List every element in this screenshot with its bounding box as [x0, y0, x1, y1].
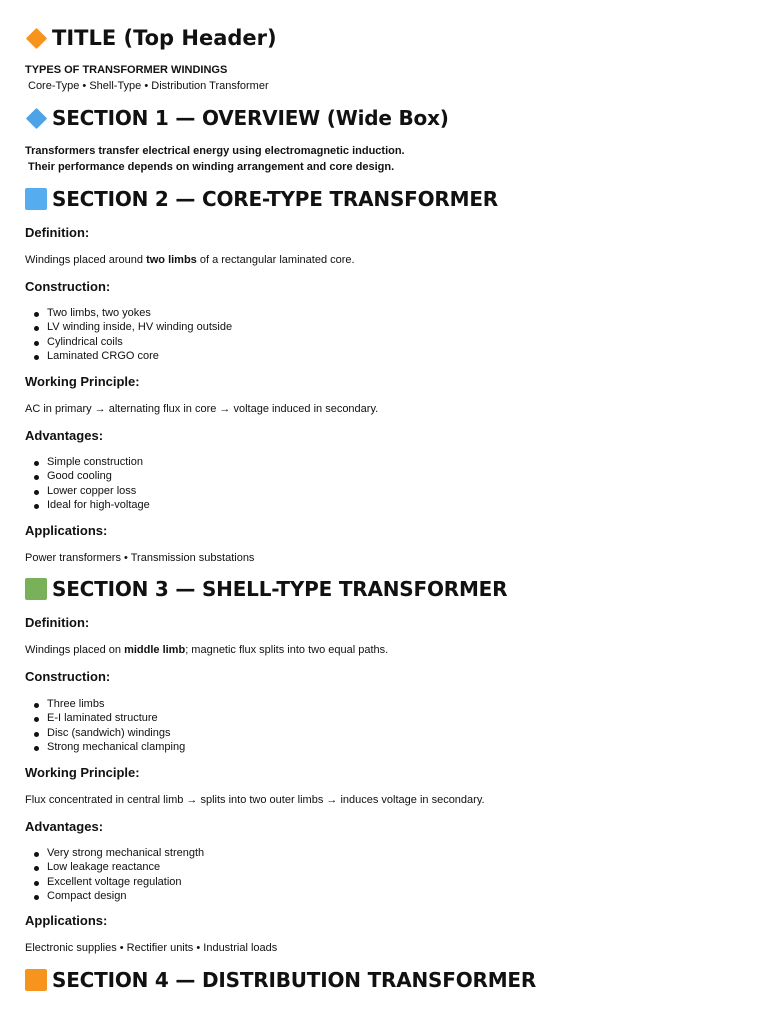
s2-advantages-list [25, 455, 150, 513]
s2-advantages-label: Advantages: [25, 428, 104, 443]
bullet-icon [34, 895, 39, 900]
list-item: Compact design [25, 889, 204, 903]
list-item: Good cooling [25, 469, 150, 483]
bullet-icon [34, 475, 39, 480]
s3-construction-label: Construction: [25, 669, 111, 684]
bullet-icon [34, 504, 39, 509]
overview-line-2: Their performance depends on winding arrangement and core design. [28, 161, 395, 173]
s3-working-text: Flux concentrated in central limb → splits into two outer limbs → induces voltage in secondary. [25, 794, 485, 806]
bullet-icon [34, 881, 39, 886]
s3-advantages-label: Advantages: [25, 819, 104, 834]
subtitle: TYPES OF TRANSFORMER WINDINGS [25, 64, 228, 76]
bullet-icon [34, 703, 39, 708]
list-item: LV winding inside, HV winding outside [25, 320, 232, 334]
list-item: Three limbs [25, 697, 185, 711]
bullet-icon [34, 461, 39, 466]
list-item: Excellent voltage regulation [25, 875, 204, 889]
bullet-icon [34, 326, 39, 331]
list-item: Two limbs, two yokes [25, 306, 232, 320]
s3-definition-label: Definition: [25, 615, 90, 630]
bullet-icon [34, 312, 39, 317]
bullet-icon [34, 746, 39, 751]
bullet-icon [34, 341, 39, 346]
s3-construction-list [25, 697, 185, 755]
list-item: Ideal for high-voltage [25, 498, 150, 512]
section-1-heading: SECTION 1 — OVERVIEW (Wide Box) [25, 106, 449, 130]
list-item: Disc (sandwich) windings [25, 726, 185, 740]
s2-working-text: AC in primary → alternating flux in core → voltage induced in secondary. [25, 403, 379, 415]
blue-diamond-icon [26, 107, 47, 128]
orange-diamond-icon [26, 27, 47, 48]
orange-square-icon [25, 969, 47, 991]
section-3-heading: SECTION 3 — SHELL-TYPE TRANSFORMER [25, 577, 507, 601]
s2-definition-label: Definition: [25, 225, 90, 240]
overview-line-1: Transformers transfer electrical energy using electromagnetic induction. [25, 145, 405, 157]
list-item: Cylindrical coils [25, 335, 232, 349]
s2-working-label: Working Principle: [25, 374, 140, 389]
topics-line: Core-Type • Shell-Type • Distribution Transformer [28, 80, 269, 92]
s2-construction-label: Construction: [25, 279, 111, 294]
s2-construction-list [25, 306, 232, 364]
list-item: Laminated CRGO core [25, 349, 232, 363]
green-square-icon [25, 578, 47, 600]
list-item: Lower copper loss [25, 484, 150, 498]
blue-square-icon [25, 188, 47, 210]
title-heading: TITLE (Top Header) [25, 26, 277, 50]
s2-definition-text: Windings placed around two limbs of a rectangular laminated core. [25, 254, 355, 266]
bullet-icon [34, 732, 39, 737]
s2-applications-label: Applications: [25, 523, 108, 538]
section-4-heading: SECTION 4 — DISTRIBUTION TRANSFORMER [25, 968, 536, 992]
s3-working-label: Working Principle: [25, 765, 140, 780]
list-item: E-I laminated structure [25, 711, 185, 725]
bullet-icon [34, 355, 39, 360]
bullet-icon [34, 717, 39, 722]
list-item: Simple construction [25, 455, 150, 469]
bullet-icon [34, 866, 39, 871]
s2-applications-text: Power transformers • Transmission substations [25, 552, 255, 564]
s3-applications-text: Electronic supplies • Rectifier units • Industrial loads [25, 942, 278, 954]
s3-definition-text: Windings placed on middle limb; magnetic flux splits into two equal paths. [25, 644, 389, 656]
bullet-icon [34, 852, 39, 857]
list-item: Strong mechanical clamping [25, 740, 185, 754]
section-2-heading: SECTION 2 — CORE-TYPE TRANSFORMER [25, 187, 498, 211]
bullet-icon [34, 490, 39, 495]
list-item: Very strong mechanical strength [25, 846, 204, 860]
s3-advantages-list [25, 846, 204, 904]
list-item: Low leakage reactance [25, 860, 204, 874]
s3-applications-label: Applications: [25, 913, 108, 928]
